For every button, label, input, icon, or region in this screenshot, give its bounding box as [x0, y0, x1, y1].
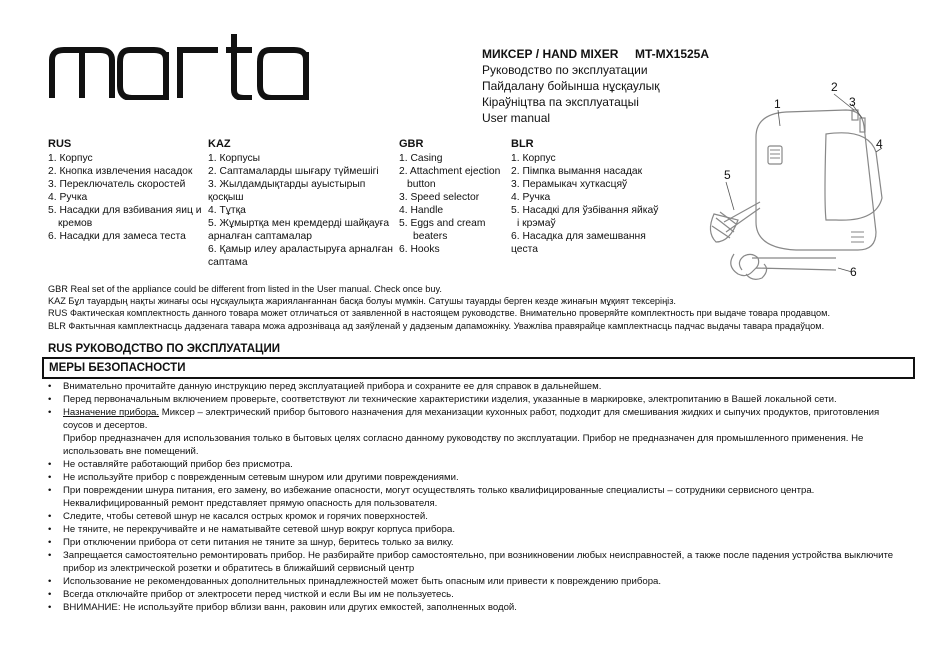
mixer-body — [756, 110, 876, 250]
completeness-notes — [48, 283, 830, 332]
parts-item: саптама — [208, 257, 248, 268]
brand-text: marta — [48, 30, 51, 31]
list-item: • Следите, чтобы сетевой шнур не касался острых кромок и горячих поверхностей. — [48, 511, 428, 522]
model-number: MT-MX1525A — [635, 47, 710, 61]
parts-item: цеста — [511, 244, 538, 255]
parts-list-kaz — [208, 138, 393, 269]
parts-item: 3. Speed selector — [399, 192, 480, 203]
parts-heading: GBR — [399, 138, 424, 150]
parts-item: 1. Корпусы — [208, 153, 261, 164]
parts-item: қосқыш — [208, 192, 244, 203]
bullet-icon: • — [48, 394, 52, 405]
header-line: User manual — [482, 111, 551, 125]
header-line: Кіраўніцтва па эксплуатацыі — [482, 95, 639, 109]
parts-item: 3. Жылдамдықтарды ауыстырып — [208, 179, 366, 190]
bullet-icon: • — [48, 576, 52, 587]
diagram-label: 2 — [831, 82, 838, 94]
parts-item: і крэмаў — [517, 218, 556, 229]
beater — [710, 202, 760, 242]
safety-list — [48, 380, 908, 614]
purpose-heading: Назначение прибора. — [63, 407, 160, 418]
bullet-icon: • — [48, 602, 52, 613]
parts-item: арналған саптамалар — [208, 231, 312, 242]
bullet-icon: • — [48, 407, 52, 418]
bullet-icon: • — [48, 459, 52, 470]
parts-item: 1. Корпус — [48, 153, 93, 164]
parts-item: 5. Жұмыртқа мен кремдерді шайқауға — [208, 218, 390, 229]
note-line: KAZ Бұл тауардың нақты жинағы осы нұсқаулықта жарияланғаннан басқа болуы мүмкін. Сатушы тауарды берген кезде жинағын мұқият тексеріңіз. — [48, 296, 676, 307]
bullet-icon: • — [48, 550, 52, 561]
parts-item: 2. Attachment ejection — [399, 166, 501, 177]
list-item: • При отключении прибора от сети питания не тяните за шнур, беритесь только за вилку. — [48, 537, 454, 548]
parts-item: beaters — [413, 231, 448, 242]
parts-item: 4. Ручка — [511, 192, 551, 203]
diagram-label: 3 — [849, 95, 856, 109]
marta-logo — [48, 30, 310, 100]
parts-item: 5. Eggs and cream — [399, 218, 486, 229]
parts-item: 6. Қамыр илеу араластыруға арналған — [208, 244, 393, 255]
parts-item: 6. Hooks — [399, 244, 440, 255]
parts-item: button — [407, 179, 436, 190]
parts-item: 4. Ручка — [48, 192, 88, 203]
list-item: • Всегда отключайте прибор от электросети перед чисткой и если Вы им не пользуетесь. — [48, 589, 454, 600]
parts-list-rus — [48, 138, 201, 243]
list-item: • Не тяните, не перекручивайте и не наматывайте сетевой шнур вокруг корпуса прибора. — [48, 524, 456, 535]
parts-item: 6. Насадки для замеса теста — [48, 231, 186, 242]
parts-item: 6. Насадка для замешвання — [511, 231, 646, 242]
bullet-icon: • — [48, 511, 52, 522]
parts-item: 3. Переключатель скоростей — [48, 179, 186, 190]
bullet-icon: • — [48, 381, 52, 392]
parts-item: 2. Пімпка вымання насадак — [511, 166, 643, 177]
list-item: • Не оставляйте работающий прибор без присмотра. — [48, 459, 293, 470]
list-item: • ВНИМАНИЕ: Не используйте прибор вблизи ванн, раковин или других емкостей, заполненных водой. — [48, 602, 517, 613]
header-line: Руководство по эксплуатации — [482, 63, 648, 77]
bullet-icon: • — [48, 485, 52, 496]
list-item: • Внимательно прочитайте данную инструкцию перед эксплуатацией прибора и сохраните ее для справок в дальнейшем. — [48, 381, 602, 392]
bullet-icon: • — [48, 589, 52, 600]
note-line: BLR Фактычная камплектнасць дадзенага тавара можа адрозніваца ад заяўленай у дадзеным дапаможніку. Уважліва правярайце камплектнасць падчас выдачы тавара прадаўцом. — [48, 320, 825, 331]
list-item: • Перед первоначальным включением проверьте, соответствуют ли технические характеристики изделия, указанные в маркировке, электропитанию в Вашей локальной сети. — [48, 394, 837, 405]
parts-list-gbr — [399, 138, 500, 256]
parts-item: 5. Насадкі для ўзбівання яйкаў — [511, 205, 659, 216]
diagram-label: 4 — [876, 137, 883, 151]
parts-item: 4. Handle — [399, 205, 444, 216]
subsection-title: МЕРЫ БЕЗОПАСНОСТИ — [42, 357, 915, 379]
product-name: МИКСЕР / HAND MIXER — [482, 47, 619, 61]
header-line: Пайдалану бойынша нұсқаулық — [482, 79, 660, 93]
list-item: • Назначение прибора. Миксер – электрический прибор бытового назначения для механизации кухонных работ, подходит для смешивания жидких и сыпучих продуктов, приготовления соусов и десертов. Прибор предназначен для использования только в бытовых целях согласно данному руководству по эксплуатации. Прибор не предназначен для промышленного применения. Не использовать вне помещений. — [48, 406, 908, 458]
parts-list-blr — [511, 138, 658, 256]
parts-item: 3. Перамыкач хуткасцяў — [511, 179, 628, 190]
parts-item: 4. Тұтқа — [208, 205, 246, 216]
bullet-icon: • — [48, 524, 52, 535]
bullet-icon: • — [48, 537, 52, 548]
parts-item: 2. Саптамаларды шығару түймешігі — [208, 166, 379, 177]
parts-item: 1. Casing — [399, 153, 443, 164]
diagram-label: 6 — [850, 265, 857, 279]
bullet-icon: • — [48, 472, 52, 483]
list-item-extra: Прибор предназначен для использования только в бытовых целях согласно данному руководству по эксплуатации. Прибор не предназначен для промышленного применения. Не использовать вне помещений. — [63, 433, 864, 457]
list-item: • Запрещается самостоятельно ремонтировать прибор. Не разбирайте прибор самостоятельно, при возникновении любых неисправностей, а также после падения устройства выключите прибор из электрической розетки и обратитесь в ближайший сервисный центр — [48, 550, 894, 574]
note-line: GBR Real set of the appliance could be different from listed in the User manual. Check once buy. — [48, 284, 442, 294]
dough-hook — [731, 254, 836, 279]
parts-item: 2. Кнопка извлечения насадок — [48, 166, 193, 177]
parts-heading: RUS — [48, 138, 72, 150]
parts-item: 1. Корпус — [511, 153, 556, 164]
parts-heading: KAZ — [208, 138, 231, 150]
parts-item: 5. Насадки для взбивания яиц и — [48, 205, 202, 216]
mixer-diagram — [686, 82, 912, 302]
parts-heading: BLR — [511, 138, 534, 150]
diagram-label: 1 — [774, 97, 781, 111]
diagram-label: 5 — [724, 168, 731, 182]
list-item: • Использование не рекомендованных дополнительных принадлежностей может быть опасным или привести к повреждению прибора. — [48, 576, 662, 587]
list-item: • Не используйте прибор с поврежденным сетевым шнуром или другими повреждениями. — [48, 472, 459, 483]
parts-item: кремов — [58, 218, 93, 229]
list-item: • При повреждении шнура питания, его замену, во избежание опасности, могут осуществлять только квалифицированные специалисты – сотрудники сервисного центра. Неквалифицированный ремонт представляет прямую опасность для пользователя. — [48, 485, 815, 509]
section-title: RUS РУКОВОДСТВО ПО ЭКСПЛУАТАЦИИ — [48, 343, 280, 355]
note-line: RUS Фактическая комплектность данного товара может отличаться от заявленной в настоящем руководстве. Внимательно проверяйте комплектность при выдаче товара продавцом. — [48, 308, 831, 319]
product-title-row — [482, 46, 742, 62]
